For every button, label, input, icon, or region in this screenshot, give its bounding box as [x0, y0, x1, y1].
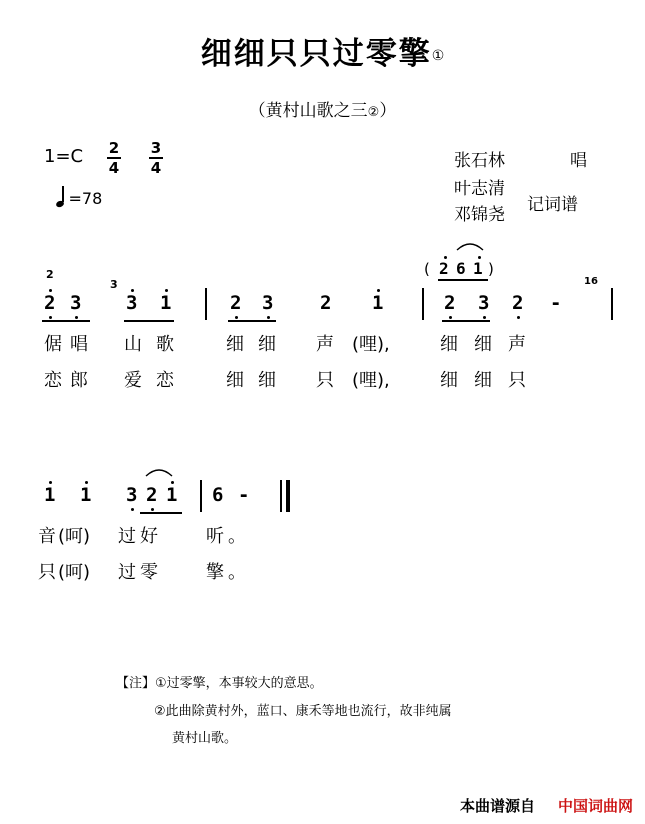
- footnote-2: ②此曲除黄村外，蓝口、康禾等地也流行，故非纯属: [154, 704, 452, 719]
- lyric: 声: [508, 334, 526, 355]
- title-footnote-mark: ①: [431, 48, 445, 64]
- subtitle: [0, 96, 645, 121]
- lyric: 。: [228, 562, 246, 583]
- lyric: 歌: [156, 334, 174, 355]
- lyric: 过: [118, 526, 136, 547]
- tempo-marking: [56, 188, 102, 208]
- lyric: 细: [226, 334, 244, 355]
- note: 3: [262, 292, 274, 314]
- credit-record-label: 记词谱: [527, 195, 578, 215]
- note: 2: [44, 292, 56, 314]
- grace-note: 3: [110, 278, 118, 291]
- footnote-1: ①过零擎，本事较大的意思。: [155, 676, 323, 691]
- footnote-2-continued: 黄村山歌。: [172, 731, 238, 746]
- lyric: 细: [258, 334, 276, 355]
- footnote-label: 【注】: [116, 676, 156, 691]
- note: 2: [146, 484, 158, 506]
- lyric: 擎: [206, 562, 224, 583]
- time-signature-3-4: [146, 140, 166, 176]
- lyric: 细: [440, 334, 458, 355]
- note: 1: [160, 292, 172, 314]
- credit-recorder-1: 叶志清: [454, 179, 505, 199]
- lyric: 只: [316, 370, 334, 391]
- ornament-note: 6: [456, 259, 466, 278]
- subtitle-close: ）: [379, 101, 397, 121]
- lyric: 过: [118, 562, 136, 583]
- lyric: 细: [474, 370, 492, 391]
- note: 1: [166, 484, 178, 506]
- subtitle-footnote-mark: ②: [367, 105, 380, 120]
- time-sig-den: 4: [150, 159, 162, 177]
- lyric: 。: [228, 526, 246, 547]
- lyric: 恋: [156, 370, 174, 391]
- note: 1: [372, 292, 384, 314]
- grace-note: 16: [584, 276, 598, 287]
- credit-recorder-2: 邓锦尧: [454, 205, 505, 225]
- time-signature-2-4: [104, 140, 124, 176]
- lyric: 声: [316, 334, 334, 355]
- lyric: (呵): [58, 562, 91, 583]
- lyric: 唱: [70, 334, 88, 355]
- time-sig-den: 4: [108, 159, 120, 177]
- grace-note: 2: [46, 268, 54, 281]
- note: 3: [478, 292, 490, 314]
- tempo-value: =78: [68, 189, 103, 208]
- lyric: 只: [508, 370, 526, 391]
- ornament-paren-close: ): [488, 260, 494, 278]
- lyric: (哩),: [352, 334, 390, 355]
- lyric: 郎: [70, 370, 88, 391]
- ornament-paren-open: (: [424, 260, 430, 278]
- lyric: 爱: [124, 370, 142, 391]
- note: 1: [80, 484, 92, 506]
- ornament-note: 1: [473, 259, 483, 278]
- note-dash: -: [238, 484, 250, 506]
- note: 3: [126, 484, 138, 506]
- lyric: 好: [140, 526, 158, 547]
- credit-singer: 张石林: [454, 151, 505, 171]
- lyric: 细: [226, 370, 244, 391]
- lyric: 只: [38, 562, 56, 583]
- note-dash: -: [550, 292, 562, 314]
- lyric: (哩),: [352, 370, 390, 391]
- page-title: [0, 28, 645, 73]
- key-signature: 1=C: [44, 146, 84, 167]
- lyric: 倨: [44, 334, 62, 355]
- slur-icon: [144, 466, 174, 478]
- note: 2: [230, 292, 242, 314]
- note: 6: [212, 484, 224, 506]
- time-sig-num: 2: [108, 139, 120, 157]
- note: 2: [444, 292, 456, 314]
- footer-site-link[interactable]: 中国词曲网: [557, 797, 633, 815]
- note: 3: [126, 292, 138, 314]
- title-text: 细细只只过零擎: [200, 36, 432, 72]
- time-sig-num: 3: [150, 139, 162, 157]
- lyric: 细: [474, 334, 492, 355]
- lyric: 听: [206, 526, 224, 547]
- note: 3: [70, 292, 82, 314]
- lyric: 山: [124, 334, 142, 355]
- note: 2: [320, 292, 332, 314]
- lyric: 细: [258, 370, 276, 391]
- lyric: 细: [440, 370, 458, 391]
- credit-sing-label: 唱: [570, 151, 587, 171]
- note: 1: [44, 484, 56, 506]
- lyric: (呵): [58, 526, 91, 547]
- footnotes: [116, 672, 323, 691]
- ornament-note: 2: [439, 259, 449, 278]
- lyric: 恋: [44, 370, 62, 391]
- subtitle-text: （黄村山歌之三: [248, 101, 368, 121]
- slur-icon: [455, 240, 485, 252]
- lyric: 音: [38, 526, 56, 547]
- footer-source-text: 本曲谱源自: [459, 797, 535, 815]
- lyric: 零: [140, 562, 158, 583]
- note: 2: [512, 292, 524, 314]
